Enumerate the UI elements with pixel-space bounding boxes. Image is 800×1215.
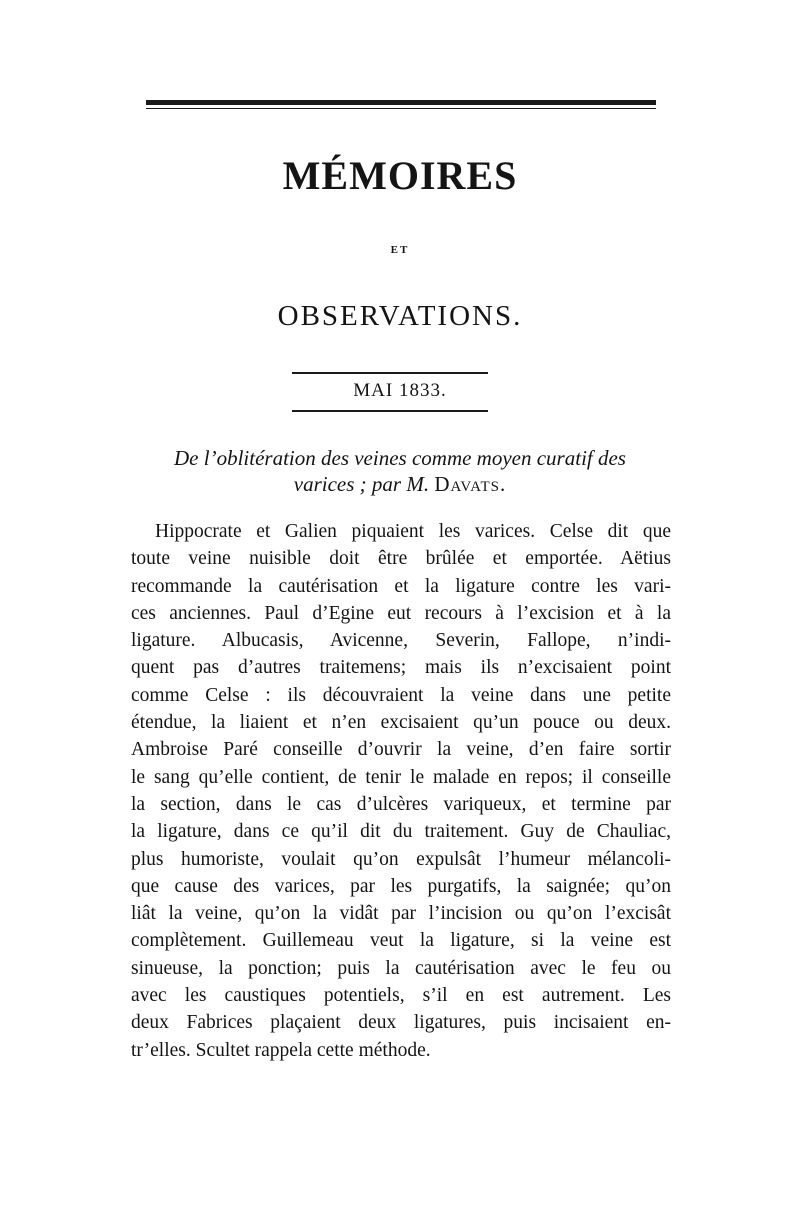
article-title xyxy=(120,445,680,497)
body-line: plus humoriste, voulait qu’on expulsât l’humeur mélancoli- xyxy=(131,848,671,870)
article-title-line-2 xyxy=(120,471,680,497)
body-line: Hippocrate et Galien piquaient les varices. Celse dit que xyxy=(155,521,671,542)
body-line: la section, dans le cas d’ulcères variqueux, et termine par xyxy=(131,793,671,815)
body-line: recommande la cautérisation et la ligature contre les vari- xyxy=(131,575,671,597)
body-line: ligature. Albucasis, Avicenne, Severin, Fallope, n’indi- xyxy=(131,630,671,652)
issue-date: MAI 1833. xyxy=(353,380,447,401)
body-line: sinueuse, la ponction; puis la cautérisation avec le feu ou xyxy=(131,957,671,979)
body-line: avec les caustiques potentiels, s’il en est autrement. Les xyxy=(131,985,671,1007)
body-line: comme Celse : ils découvraient la veine dans une petite xyxy=(131,684,671,706)
article-author: Davats. xyxy=(434,472,507,496)
body-line: étendue, la liaient et n’en excisaient qu’un pouce ou deux. xyxy=(131,712,671,734)
top-double-rule xyxy=(146,100,656,105)
article-body xyxy=(131,518,671,1064)
section-subtitle: OBSERVATIONS. xyxy=(277,300,523,332)
body-line: toute veine nuisible doit être brûlée et emportée. Aëtius xyxy=(131,548,671,570)
date-rule-top xyxy=(292,372,488,374)
date-rule-bottom xyxy=(292,410,488,412)
body-line: complètement. Guillemeau veut la ligature, si la veine est xyxy=(131,930,671,952)
body-line: ces anciennes. Paul d’Egine eut recours à l’excision et à la xyxy=(131,602,671,624)
body-line: tr’elles. Scultet rappela cette méthode. xyxy=(131,1039,431,1061)
body-line: Ambroise Paré conseille d’ouvrir la veine, d’en faire sortir xyxy=(131,739,671,761)
article-title-prefix: varices ; par M. xyxy=(293,472,430,496)
body-line: que cause des varices, par les purgatifs, la saignée; qu’on xyxy=(131,875,671,897)
body-line: liât la veine, qu’on la vidât par l’incision ou qu’on l’excisât xyxy=(131,903,671,925)
body-line: deux Fabrices plaçaient deux ligatures, puis incisaient en- xyxy=(131,1012,671,1034)
body-line: la ligature, dans ce qu’il dit du traitement. Guy de Chauliac, xyxy=(131,821,671,843)
section-title: MÉMOIRES xyxy=(282,153,518,198)
body-line: quent pas d’autres traitemens; mais ils n’excisaient point xyxy=(131,657,671,679)
body-line: le sang qu’elle contient, de tenir le malade en repos; il conseille xyxy=(131,766,671,788)
article-title-line-1: De l’oblitération des veines comme moyen curatif des xyxy=(174,446,626,470)
section-title-conjunction: ET xyxy=(390,244,410,256)
top-thin-rule xyxy=(146,108,656,109)
